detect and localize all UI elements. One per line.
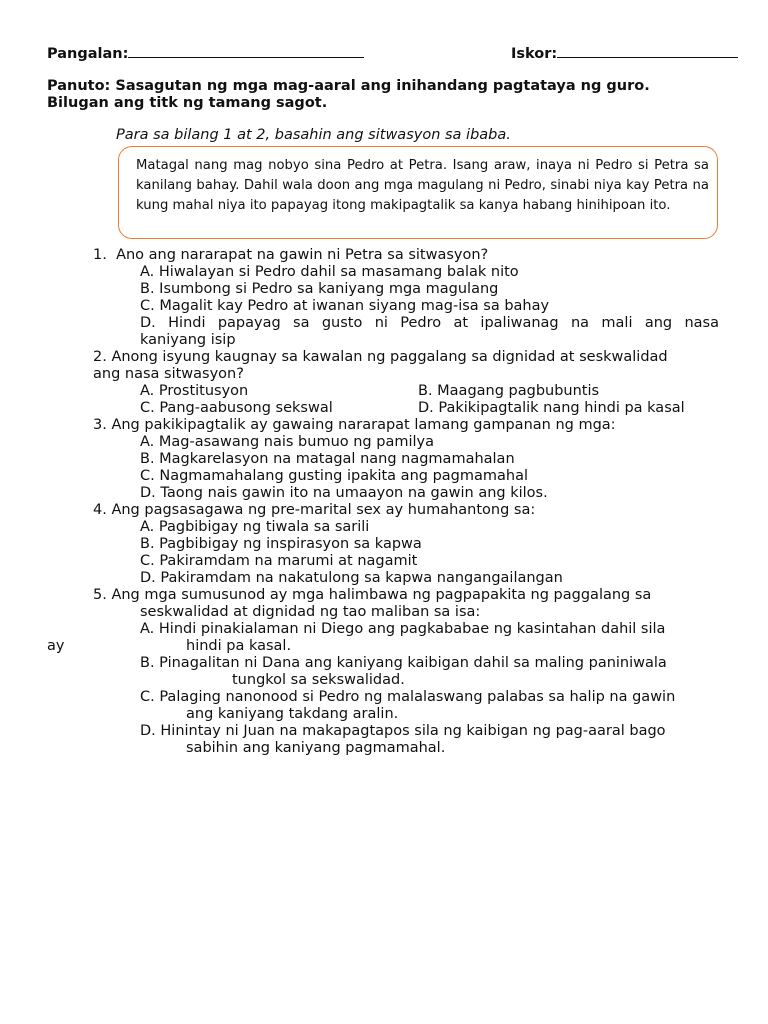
question-4 — [93, 502, 535, 519]
q4-option-c[interactable]: C. Pakiramdam na marumi at nagamit — [140, 553, 418, 569]
q5-option-d[interactable]: D. Hinintay ni Juan na makapagtapos sila ng kaibigan ng pag-aaral bago — [140, 723, 666, 739]
question-text: Ang pakikipagtalik ay gawaing nararapat lamang gampanan ng mga: — [111, 417, 616, 433]
score-blank[interactable] — [557, 43, 738, 58]
q3-option-b[interactable]: B. Magkarelasyon na matagal nang nagmamahalan — [140, 451, 515, 467]
question-number: 5. — [93, 587, 107, 603]
q4-option-a[interactable]: A. Pagbibigay ng tiwala sa sarili — [140, 519, 370, 535]
q5-option-c[interactable]: C. Palaging nanonood si Pedro ng malalaswang palabas sa halip na gawin — [140, 689, 676, 705]
name-label: Pangalan: — [47, 46, 129, 62]
q5-option-a[interactable]: A. Hindi pinakialaman ni Diego ang pagkababae ng kasintahan dahil sila — [140, 621, 666, 637]
question-number: 1. — [93, 247, 107, 263]
question-number: 2. — [93, 349, 107, 365]
q1-option-d-continued[interactable]: kaniyang isip — [140, 332, 236, 348]
situation-intro: Para sa bilang 1 at 2, basahin ang sitwasyon sa ibaba. — [116, 127, 511, 143]
question-number: 4. — [93, 502, 107, 518]
question-1 — [93, 247, 488, 264]
question-5 — [93, 587, 651, 604]
question-text: Ang pagsasagawa ng pre-marital sex ay humahantong sa: — [111, 502, 536, 518]
q2-option-c[interactable]: C. Pang-aabusong sekswal — [140, 400, 333, 416]
q3-option-c[interactable]: C. Nagmamahalang gusting ipakita ang pagmamahal — [140, 468, 528, 484]
situation-text: Matagal nang mag nobyo sina Pedro at Petra. Isang araw, inaya ni Pedro si Petra sa kanilang bahay. Dahil wala doon ang mga magulang ni Pedro, sinabi niya kay Petra na kung mahal niya ito papayag itong makipagtalik sa kanya habang hinihipoan ito. — [136, 158, 709, 213]
q2-option-d[interactable]: D. Pakikipagtalik nang hindi pa kasal — [418, 400, 685, 416]
question-number: 3. — [93, 417, 107, 433]
question-2 — [93, 349, 668, 366]
name-blank[interactable] — [128, 43, 364, 58]
q1-option-c[interactable]: C. Magalit kay Pedro at iwanan siyang mag-isa sa bahay — [140, 298, 550, 314]
q5-option-a-continued[interactable]: hindi pa kasal. — [186, 638, 292, 654]
q4-option-d[interactable]: D. Pakiramdam na nakatulong sa kapwa nangangailangan — [140, 570, 563, 586]
instruction-line-2: Bilugan ang titk ng tamang sagot. — [47, 95, 328, 111]
score-label: Iskor: — [511, 46, 558, 62]
name-field — [47, 43, 364, 62]
score-field — [511, 43, 738, 62]
question-text: Ano ang nararapat na gawin ni Petra sa sitwasyon? — [116, 247, 489, 263]
instruction-line-1: Panuto: Sasagutan ng mga mag-aaral ang inihandang pagtataya ng guro. — [47, 78, 650, 94]
q5-option-b-continued[interactable]: tungkol sa sekswalidad. — [232, 672, 405, 688]
q1-option-b[interactable]: B. Isumbong si Pedro sa kaniyang mga magulang — [140, 281, 499, 297]
q1-option-a[interactable]: A. Hiwalayan si Pedro dahil sa masamang balak nito — [140, 264, 519, 280]
q3-option-d[interactable]: D. Taong nais gawin ito na umaayon na gawin ang kilos. — [140, 485, 548, 501]
question-3 — [93, 417, 616, 434]
question-5-continued: seskwalidad at dignidad ng tao maliban sa isa: — [140, 604, 481, 620]
q2-option-b[interactable]: B. Maagang pagbubuntis — [418, 383, 600, 399]
q3-option-a[interactable]: A. Mag-asawang nais bumuo ng pamilya — [140, 434, 434, 450]
q2-option-a[interactable]: A. Prostitusyon — [140, 383, 249, 399]
q4-option-b[interactable]: B. Pagbibigay ng inspirasyon sa kapwa — [140, 536, 422, 552]
q5-option-c-continued[interactable]: ang kaniyang takdang aralin. — [186, 706, 399, 722]
question-text: Ang mga sumusunod ay mga halimbawa ng pagpapakita ng paggalang sa — [111, 587, 652, 603]
q5-option-b[interactable]: B. Pinagalitan ni Dana ang kaniyang kaibigan dahil sa maling paniniwala — [140, 655, 667, 671]
q1-option-d[interactable]: D. Hindi papayag sa gusto ni Pedro at ipaliwanag na mali ang nasa — [140, 315, 719, 331]
q5-option-a-stray-word: ay — [47, 638, 65, 654]
question-2-continued: ang nasa sitwasyon? — [93, 366, 244, 382]
q5-option-d-continued[interactable]: sabihin ang kaniyang pagmamahal. — [186, 740, 446, 756]
question-text: Anong isyung kaugnay sa kawalan ng paggalang sa dignidad at seskwalidad — [111, 349, 668, 365]
